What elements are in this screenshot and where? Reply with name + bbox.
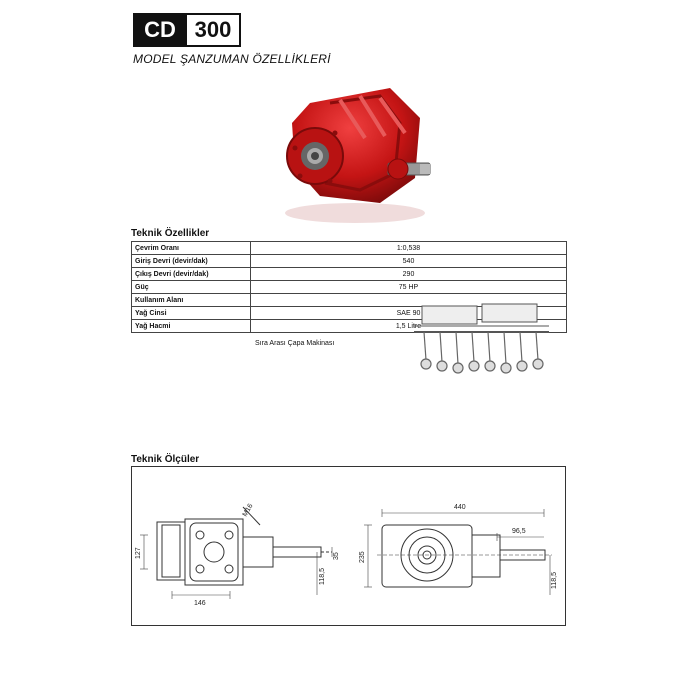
model-number: 300 — [187, 13, 241, 47]
hoeing-machine-image — [414, 302, 554, 382]
spec-label: Yağ Hacmi — [132, 320, 251, 333]
spec-label: Kullanım Alanı — [132, 294, 251, 307]
spec-value: 75 HP — [251, 281, 567, 294]
gearbox-product-image — [270, 78, 450, 228]
spec-value: 1,5 Litre — [251, 320, 567, 333]
dimensions-drawing — [131, 466, 566, 626]
spec-value: SAE 90 — [251, 307, 567, 320]
spec-label: Çevrim Oranı — [132, 242, 251, 255]
table-row — [132, 268, 567, 281]
dim-thread: M16 — [241, 502, 255, 518]
spec-label: Yağ Cinsi — [132, 307, 251, 320]
dim-width-left: 146 — [194, 600, 206, 607]
dim-total-width: 440 — [454, 504, 466, 511]
dim-height-right: 235 — [359, 551, 366, 563]
model-header — [133, 13, 241, 47]
specs-title: Teknik Özellikler — [131, 228, 210, 239]
spec-label: Güç — [132, 281, 251, 294]
model-code: CD — [133, 13, 187, 47]
spec-value: 540 — [251, 255, 567, 268]
left-view-drawing — [157, 507, 332, 585]
table-row — [132, 255, 567, 268]
dim-height-left: 127 — [135, 547, 142, 559]
dim-shaft-left: 35 — [333, 552, 340, 560]
table-row — [132, 242, 567, 255]
usage-value: Sıra Arası Çapa Makinası — [255, 340, 335, 347]
spec-value: 290 — [251, 268, 567, 281]
specs-table — [131, 241, 567, 347]
page-subtitle: MODEL ŞANZUMAN ÖZELLİKLERİ — [133, 52, 331, 66]
dimensions-title: Teknik Ölçüler — [131, 454, 200, 465]
table-row — [132, 294, 567, 307]
spec-label: Çıkış Devri (devir/dak) — [132, 268, 251, 281]
spec-value: 1:0,538 — [251, 242, 567, 255]
spec-label: Giriş Devri (devir/dak) — [132, 255, 251, 268]
right-view-drawing — [377, 525, 552, 587]
dim-shaft-length: 96,5 — [512, 528, 526, 535]
dim-offset-right: 118,5 — [551, 572, 558, 589]
table-row — [132, 281, 567, 294]
dim-offset-left: 118,5 — [319, 568, 326, 585]
